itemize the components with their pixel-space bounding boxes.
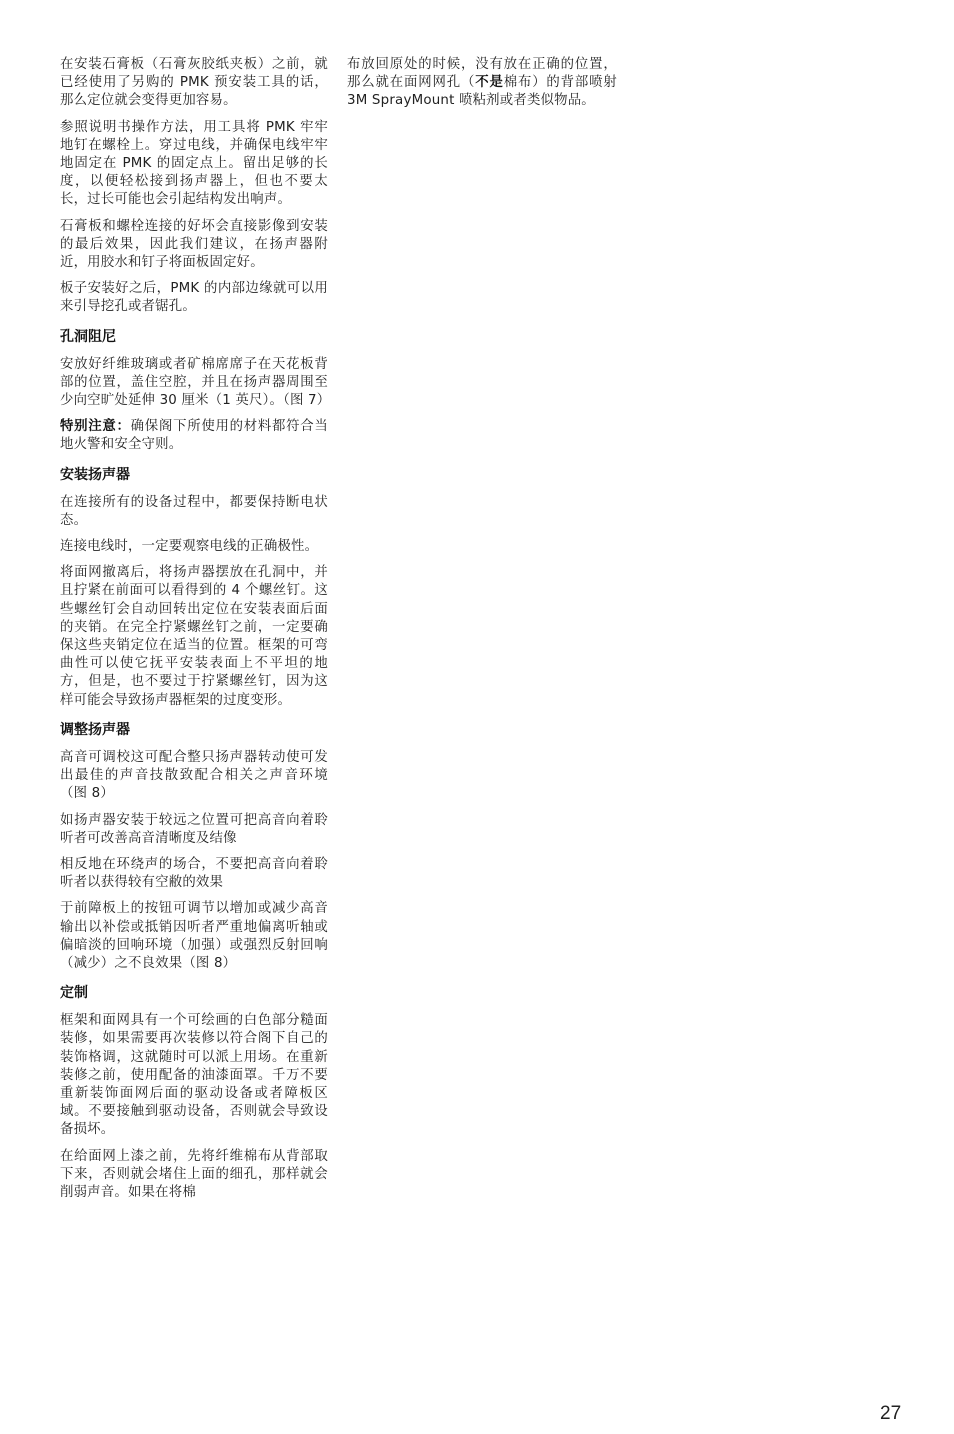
- continuation-paragraph: [347, 56, 617, 111]
- intro-paragraph-2: 参照说明书操作方法，用工具将 PMK 牢牢地钉在螺栓上。穿过电线，并确保电线牢牢地固定在 PMK 的固定点上。留出足够的长度，以便轻松接到扬声器上，但也不要太长，过长可能也会引起结构发出响声。: [60, 119, 328, 208]
- adjust-speaker-paragraph-4: 于前障板上的按钮可调节以增加或减少高音输出以补偿或抵销因听者严重地偏离听轴或偏暗淡的回响环境（加强）或强烈反射回响（减少）之不良效果（图 8）: [60, 901, 328, 971]
- adjust-speaker-heading: 调整扬声器: [60, 721, 130, 738]
- continuation-text-start: 布放回原处的时候，没有放在正确的位置，那么就在面网网孔（: [347, 57, 617, 91]
- continuation-text-end: 棉布）的背部喷射 3M SprayMount 喷粘剂或者类似物品。: [347, 75, 617, 109]
- right-column: [347, 56, 617, 119]
- customize-heading: 定制: [60, 985, 88, 1002]
- intro-paragraph-3: 石膏板和螺栓连接的好坏会直接影像到安装的最后效果，因此我们建议，在扬声器附近，用胶水和钉子将面板固定好。: [60, 218, 328, 271]
- continuation-emphasis: 不是: [475, 75, 504, 91]
- safety-note-text: 确保阁下所使用的材料都符合当地火警和安全守则。: [60, 419, 328, 453]
- intro-paragraph-1: 在安装石膏板（石膏灰胶纸夹板）之前，就已经使用了另购的 PMK 预安装工具的话，那么定位就会变得更加容易。: [60, 57, 328, 109]
- intro-paragraph-4: 板子安装好之后，PMK 的内部边缘就可以用来引导挖孔或者锯孔。: [60, 281, 328, 315]
- customize-paragraph-1: 框架和面网具有一个可绘画的白色部分糙面装修，如果需要再次装修以符合阁下自己的装饰格调，这就随时可以派上用场。在重新装修之前，使用配备的油漆面罩。千万不要重新装饰面网后面的驱动设备或者障板区域。不要接触到驱动设备，否则就会导致设备损坏。: [60, 1013, 328, 1138]
- safety-note-label: 特别注意：: [60, 419, 131, 435]
- hole-damping-heading: 孔洞阻尼: [60, 328, 116, 345]
- adjust-speaker-paragraph-2: 如扬声器安装于较远之位置可把高音向着聆听者可改善高音清晰度及结像: [60, 812, 328, 846]
- safety-note: [60, 418, 328, 454]
- install-speaker-paragraph-2: 连接电线时，一定要观察电线的正确极性。: [60, 539, 319, 555]
- hole-damping-paragraph: 安放好纤维玻璃或者矿棉席席子在天花板背部的位置，盖住空腔，并且在扬声器周围至少向空旷处延伸 30 厘米（1 英尺）。（图 7）: [60, 356, 331, 409]
- adjust-speaker-paragraph-1: 高音可调校这可配合整只扬声器转动使可发出最佳的声音技散致配合相关之声音环境（图 8）: [60, 749, 328, 802]
- customize-paragraph-2: 在给面网上漆之前，先将纤维棉布从背部取下来，否则就会堵住上面的细孔，那样就会削弱声音。如果在将棉: [60, 1148, 328, 1200]
- install-speaker-paragraph-1: 在连接所有的设备过程中，都要保持断电状态。: [60, 494, 328, 528]
- left-column: [60, 56, 331, 1210]
- adjust-speaker-paragraph-3: 相反地在环绕声的场合，不要把高音向着聆听者以获得较有空敝的效果: [60, 856, 328, 891]
- install-speaker-paragraph-3: 将面网撤离后，将扬声器摆放在孔洞中，并且拧紧在前面可以看得到的 4 个螺丝钉。这些螺丝钉会自动回转出定位在安装表面后面的夹销。在完全拧紧螺丝钉之前，一定要确保这些夹销定位在适当的位置。框架的可弯曲性可以使它抚平安装表面上不平坦的地方，但是，也不要过于拧紧螺丝钉，因为这样可能会导致扬声器框架的过度变形。: [60, 565, 328, 708]
- install-speaker-heading: 安装扬声器: [60, 466, 130, 483]
- page-number: 27: [880, 1403, 902, 1424]
